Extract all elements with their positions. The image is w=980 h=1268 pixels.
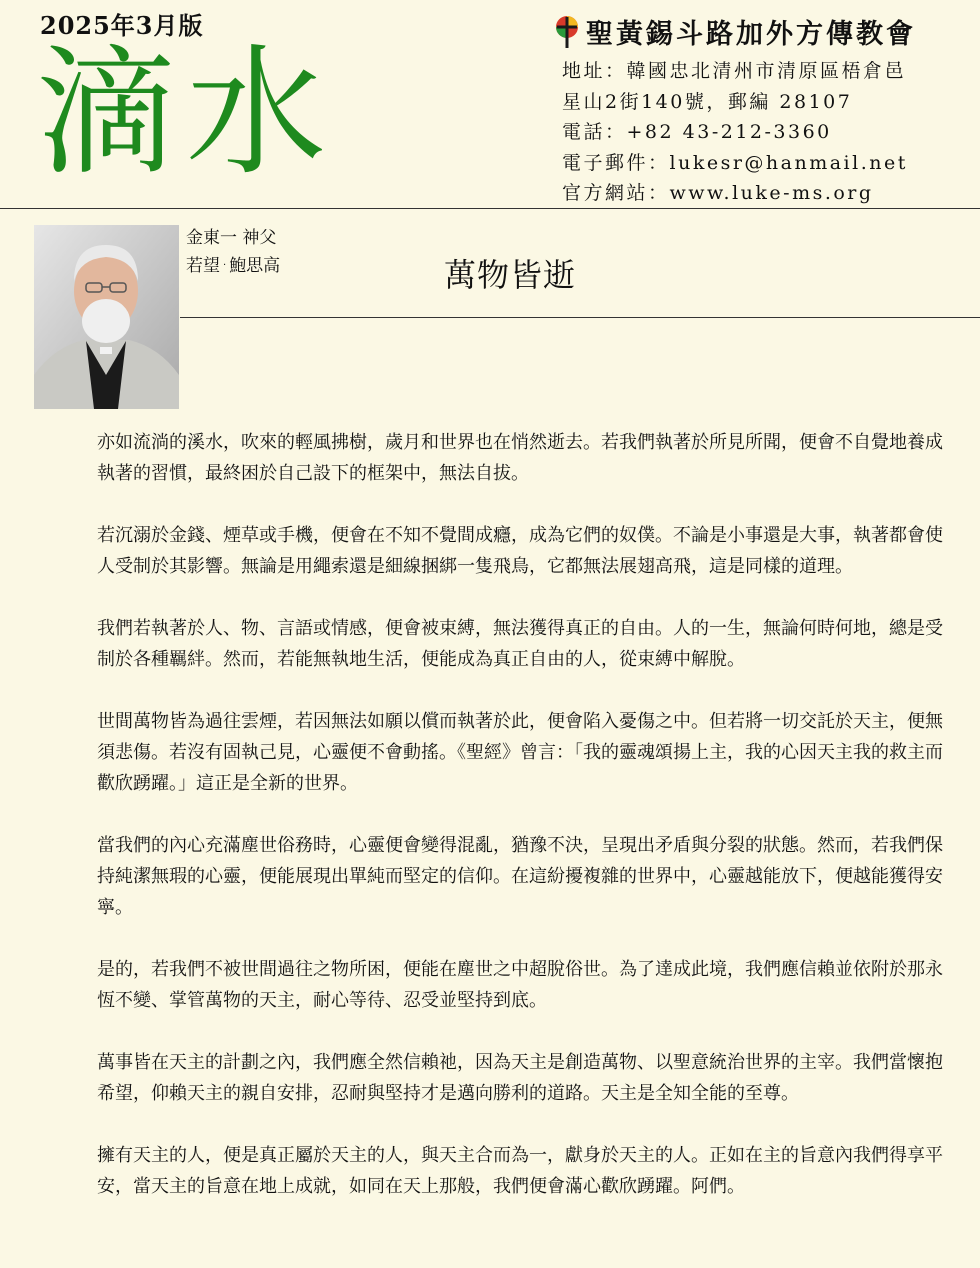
article-paragraph: 當我們的內心充滿塵世俗務時，心靈便會變得混亂，猶豫不決，呈現出矛盾與分裂的狀態。然而，若我們保持純潔無瑕的心靈，便能展現出單純而堅定的信仰。在這紛擾複雜的世界中，心靈越能放下，便越能獲得安寧。 xyxy=(97,835,943,918)
author-baptismal-name xyxy=(186,252,280,280)
article-paragraph: 是的，若我們不被世間過往之物所困，便能在塵世之中超脫俗世。為了達成此境，我們應信賴並依附於那永恆不變、掌管萬物的天主，耐心等待、忍受並堅持到底。 xyxy=(97,959,943,1011)
author-name: 金東一 神父 xyxy=(186,228,277,248)
baptismal-name-part1: 若望 xyxy=(186,256,220,276)
contact-website[interactable]: 官方網站：www.luke-ms.org xyxy=(562,182,874,204)
title-divider xyxy=(180,317,980,318)
contact-email[interactable]: 電子郵件：lukesr@hanmail.net xyxy=(562,151,908,174)
organization-name xyxy=(552,12,916,51)
contact-address-line2: 星山2街140號，郵編 28107 xyxy=(562,90,853,113)
author-info xyxy=(186,224,280,280)
article-paragraph: 我們若執著於人、物、言語或情感，便會被束縛，無法獲得真正的自由。人的一生，無論何時何地，總是受制於各種羈絆。然而，若能無執地生活，便能成為真正自由的人，從束縛中解脫。 xyxy=(97,618,943,670)
article-paragraph: 萬事皆在天主的計劃之內，我們應全然信賴祂，因為天主是創造萬物、以聖意統治世界的主宰。我們當懷抱希望，仰賴天主的親自安排，忍耐與堅持才是邁向勝利的道路。天主是全知全能的至尊。 xyxy=(97,1052,943,1104)
name-separator: · xyxy=(223,260,227,271)
article-paragraph: 擁有天主的人，便是真正屬於天主的人，與天主合而為一，獻身於天主的人。正如在主的旨意內我們得享平安，當天主的旨意在地上成就，如同在天上那般，我們便會滿心歡欣踴躍。阿們。 xyxy=(97,1145,943,1197)
masthead-title: 滴水 xyxy=(36,32,337,195)
organization-label: 聖黃錫斗路加外方傳教會 xyxy=(586,19,916,50)
contact-block xyxy=(562,56,908,209)
article-paragraph: 亦如流淌的溪水，吹來的輕風拂樹，歲月和世界也在悄然逝去。若我們執著於所見所聞，便會不自覺地養成執著的習慣，最終困於自己設下的框架中，無法自拔。 xyxy=(97,432,943,484)
edition-label: 2025年3月版 xyxy=(40,11,204,40)
header-divider xyxy=(0,208,980,209)
cross-logo-icon xyxy=(552,15,582,49)
article-paragraph: 世間萬物皆為過往雲煙，若因無法如願以償而執著於此，便會陷入憂傷之中。但若將一切交託於天主，便無須悲傷。若沒有固執己見，心靈便不會動搖。《聖經》曾言：「我的靈魂頌揚上主，我的心因天主我的救主而歡欣踴躍。」這正是全新的世界。 xyxy=(97,711,943,794)
contact-phone: 電話：+82 43-212-3360 xyxy=(562,121,832,143)
article-title: 萬物皆逝 xyxy=(444,256,577,294)
contact-address-line1: 地址：韓國忠北清州市清原區梧倉邑 xyxy=(562,60,907,82)
author-photo xyxy=(34,225,179,409)
baptismal-name-part2: 鮑思高 xyxy=(229,256,281,276)
article-body xyxy=(97,427,945,1233)
article-paragraph: 若沉溺於金錢、煙草或手機，便會在不知不覺間成癮，成為它們的奴僕。不論是小事還是大事，執著都會使人受制於其影響。無論是用繩索還是細線捆綁一隻飛鳥，它都無法展翅高飛，這是同樣的道理。 xyxy=(97,525,943,577)
